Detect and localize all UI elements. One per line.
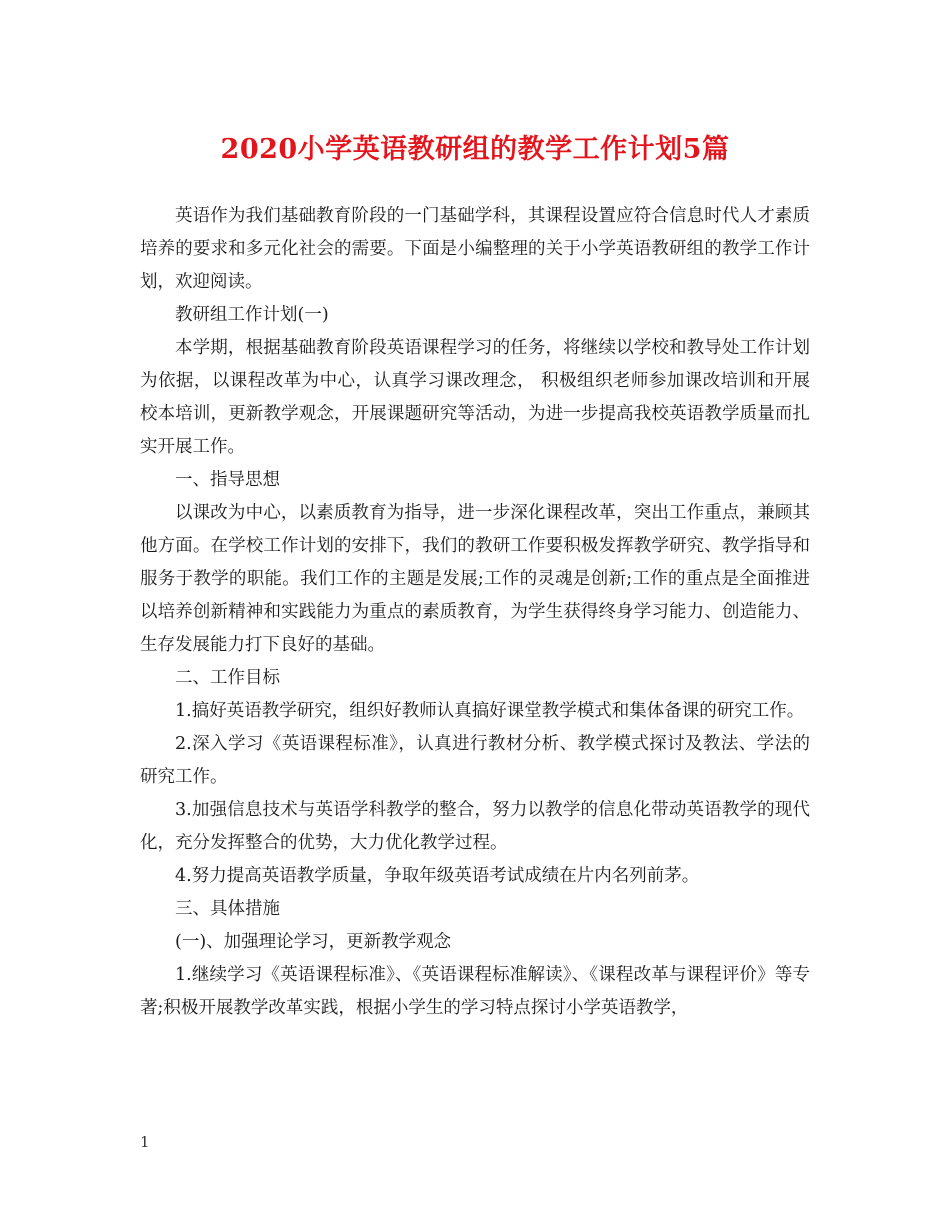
section-heading-measures: 三、具体措施 <box>175 899 280 919</box>
subsection-heading-theory-study: (一)、加强理论学习，更新教学观念 <box>175 932 452 952</box>
guiding-ideology-paragraph: 以课改为中心，以素质教育为指导，进一步深化课程改革，突出工作重点，兼顾其他方面。在学校工作计划的安排下，我们的教研工作要积极发挥教学研究、教学指导和服务于教学的职能。我们工作的主题是发展;工作的灵魂是创新;工作的重点是全面推进以培养创新精神和实践能力为重点的素质教育，为学生获得终身学习能力、创造能力、生存发展能力打下良好的基础。 <box>140 503 810 655</box>
document-title: 2020小学英语教研组的教学工作计划5篇 <box>220 134 730 165</box>
goal-item-1: 1.搞好英语教学研究，组织好教师认真搞好课堂教学模式和集体备课的研究工作。 <box>175 701 805 721</box>
document-body <box>140 200 810 1025</box>
plan-overview-paragraph: 本学期，根据基础教育阶段英语课程学习的任务，将继续以学校和教导处工作计划为依据，以课程改革为中心，认真学习课改理念， 积极组织老师参加课改培训和开展校本培训，更新教学观念，开展课题研究等活动，为进一步提高我校英语教学质量而扎实开展工作。 <box>140 338 810 457</box>
section-heading-guiding-ideology: 一、指导思想 <box>175 470 280 490</box>
intro-paragraph: 英语作为我们基础教育阶段的一门基础学科，其课程设置应符合信息时代人才素质培养的要求和多元化社会的需要。下面是小编整理的关于小学英语教研组的教学工作计划，欢迎阅读。 <box>140 206 810 292</box>
section-heading-work-goals: 二、工作目标 <box>175 668 280 688</box>
goal-item-2: 2.深入学习《英语课程标准》，认真进行教材分析、教学模式探讨及教法、学法的研究工作。 <box>140 734 810 787</box>
measure-item-1: 1.继续学习《英语课程标准》、《英语课程标准解读》、《课程改革与课程评价》等专著;积极开展教学改革实践，根据小学生的学习特点探讨小学英语教学， <box>140 965 810 1018</box>
goal-item-3: 3.加强信息技术与英语学科教学的整合，努力以教学的信息化带动英语教学的现代化，充分发挥整合的优势，大力优化教学过程。 <box>140 800 810 853</box>
page-number: 1 <box>140 1133 150 1151</box>
section-heading-plan-one: 教研组工作计划(一) <box>175 305 329 325</box>
goal-item-4: 4.努力提高英语教学质量，争取年级英语考试成绩在片内名列前茅。 <box>175 866 700 886</box>
